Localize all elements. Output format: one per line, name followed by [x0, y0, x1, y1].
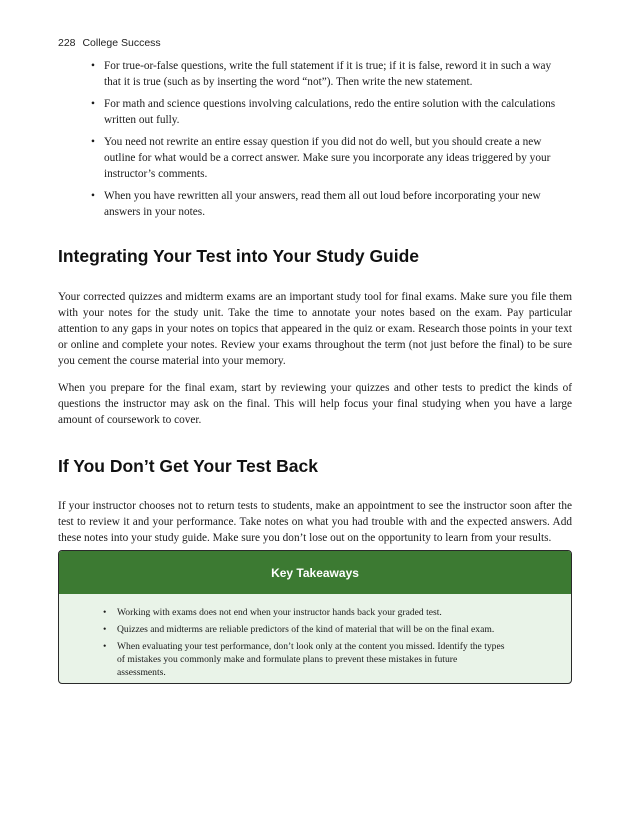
book-title: College Success: [82, 37, 161, 49]
page-header: [58, 37, 161, 49]
list-item: • When evaluating your test performance, don’t look only at the content you missed. Identify the types of mistakes you commonly make and formulate plans to prevent these mistakes in future assessments.: [103, 640, 507, 679]
section-heading-no-test-back: If You Don’t Get Your Test Back: [58, 456, 318, 476]
key-takeaways-title: Key Takeaways: [59, 551, 571, 594]
key-takeaways-box: [58, 550, 572, 684]
page-number: 228: [58, 37, 76, 49]
list-item: • For true-or-false questions, write the full statement if it is true; if it is false, reword it in such a way that it is true (such as by inserting the word “not”). Then write the new statement.: [88, 58, 558, 90]
list-item: • You need not rewrite an entire essay question if you did not do well, but you should create a new outline for what would be a correct answer. Make sure you incorporate any ideas triggered by your instructor’s comments.: [88, 134, 558, 182]
list-item: • Quizzes and midterms are reliable predictors of the kind of material that will be on the final exam.: [103, 623, 507, 636]
list-item: • For math and science questions involving calculations, redo the entire solution with the calculations written out fully.: [88, 96, 558, 128]
section-heading-integrating: Integrating Your Test into Your Study Guide: [58, 246, 420, 266]
rewrite-tips-list: [88, 58, 558, 226]
key-takeaways-list: [59, 606, 571, 679]
list-item: • Working with exams does not end when your instructor hands back your graded test.: [103, 606, 507, 619]
paragraph: When you prepare for the final exam, start by reviewing your quizzes and other tests to predict the kinds of questions the instructor may ask on the final. This will help focus your final studying when you have a large amount of coursework to cover.: [58, 382, 572, 426]
paragraph: Your corrected quizzes and midterm exams are an important study tool for final exams. Make sure you file them with your notes for the study unit. Take the time to annotate your notes based on the exam. Pay particular attention to any gaps in your notes on topics that appeared in the quiz or exam. Research those points in your text or online and complete your notes. Review your exams throughout the term (not just before the final) to be sure you cement the course material into your memory.: [58, 291, 572, 367]
list-item: • When you have rewritten all your answers, read them all out loud before incorporating your new answers in your notes.: [88, 188, 558, 220]
paragraph: If your instructor chooses not to return tests to students, make an appointment to see the instructor soon after the test to review it and your performance. Take notes on what you had trouble with and the expected answers. Add these notes into your study guide. Make sure you don’t lose out on the opportunity to learn from your results.: [58, 500, 572, 544]
